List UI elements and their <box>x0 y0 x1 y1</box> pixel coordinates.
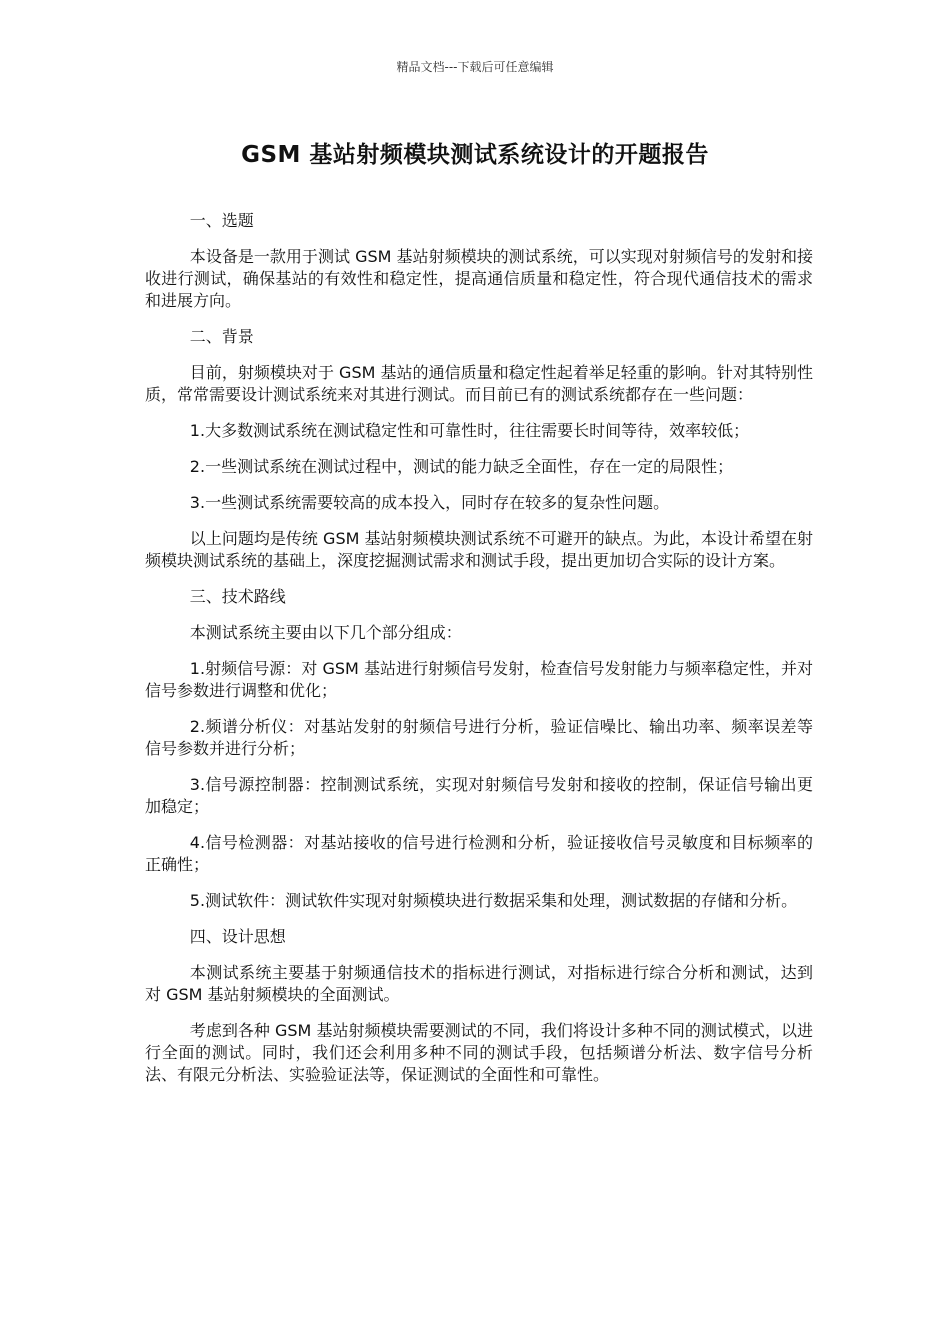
list-item: 3.一些测试系统需要较高的成本投入，同时存在较多的复杂性问题。 <box>189 493 670 512</box>
section-heading: 一、选题 <box>189 211 254 230</box>
paragraph: 本测试系统主要由以下几个部分组成： <box>189 623 462 642</box>
list-item: 3.信号源控制器：控制测试系统，实现对射频信号发射和接收的控制，保证信号输出更加稳定； <box>145 775 813 816</box>
document-title: GSM 基站射频模块测试系统设计的开题报告 <box>241 142 709 168</box>
list-item: 2.频谱分析仪：对基站发射的射频信号进行分析，验证信噪比、输出功率、频率误差等信号参数并进行分析； <box>145 717 813 758</box>
paragraph: 本设备是一款用于测试 GSM 基站射频模块的测试系统，可以实现对射频信号的发射和接收进行测试，确保基站的有效性和稳定性，提高通信质量和稳定性，符合现代通信技术的需求和进展方向。 <box>145 247 813 310</box>
list-item: 5.测试软件：测试软件实现对射频模块进行数据采集和处理，测试数据的存储和分析。 <box>189 891 798 910</box>
document-body <box>145 210 813 1100</box>
section-heading: 三、技术路线 <box>189 587 286 606</box>
list-item: 4.信号检测器：对基站接收的信号进行检测和分析，验证接收信号灵敏度和目标频率的正确性； <box>145 833 813 874</box>
paragraph: 目前，射频模块对于 GSM 基站的通信质量和稳定性起着举足轻重的影响。针对其特别性质，常常需要设计测试系统来对其进行测试。而目前已有的测试系统都存在一些问题： <box>145 363 813 404</box>
header-note: 精品文档---下载后可任意编辑 <box>396 60 554 74</box>
paragraph: 以上问题均是传统 GSM 基站射频模块测试系统不可避开的缺点。为此，本设计希望在射频模块测试系统的基础上，深度挖掘测试需求和测试手段，提出更加切合实际的设计方案。 <box>145 529 813 570</box>
list-item: 2.一些测试系统在测试过程中，测试的能力缺乏全面性，存在一定的局限性； <box>189 457 734 476</box>
section-heading: 四、设计思想 <box>189 927 286 946</box>
list-item: 1.射频信号源：对 GSM 基站进行射频信号发射，检查信号发射能力与频率稳定性，并对信号参数进行调整和优化； <box>145 659 813 700</box>
section-heading: 二、背景 <box>189 327 254 346</box>
paragraph: 考虑到各种 GSM 基站射频模块需要测试的不同，我们将设计多种不同的测试模式，以进行全面的测试。同时，我们还会利用多种不同的测试手段，包括频谱分析法、数字信号分析法、有限元分析法、实验验证法等，保证测试的全面性和可靠性。 <box>145 1021 813 1084</box>
paragraph: 本测试系统主要基于射频通信技术的指标进行测试，对指标进行综合分析和测试，达到对 GSM 基站射频模块的全面测试。 <box>145 963 813 1004</box>
list-item: 1.大多数测试系统在测试稳定性和可靠性时，往往需要长时间等待，效率较低； <box>189 421 750 440</box>
